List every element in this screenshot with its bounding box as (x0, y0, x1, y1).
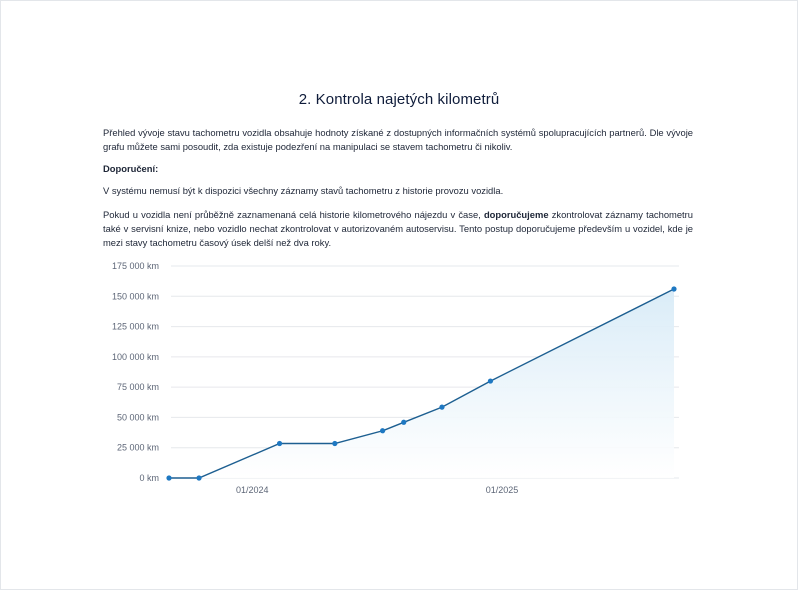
recommendation-heading: Doporučení: (103, 163, 159, 174)
mileage-intro-paragraph: Přehled vývoje stavu tachometru vozidla obsahuje hodnoty získané z dostupných informačních systémů spolupracujících partnerů. Dle vývoje grafu můžete sami posoudit, zda existuje podezření na manipulaci se stavem tachometru či nikoliv. (103, 127, 693, 152)
x-tick-label: 01/2025 (485, 485, 519, 495)
data-point (380, 428, 385, 433)
recommendation-emphasis: doporučujeme (483, 209, 549, 220)
recommendation-text-end: zkontrolovat záznamy tachometru také v servisní knize, nebo vozidlo nechat zkontrolovat v autorizovaném autoservisu. Tento postup doporučujeme především u vozidel, kde je mezi stavy tachometru časový úsek delší než dva roky. (103, 209, 693, 248)
data-point (166, 475, 171, 480)
records-notice-paragraph: V systému nemusí být k dispozici všechny záznamy stavů tachometru z historie provozu vozidla. (103, 185, 504, 196)
mileage-chart (1, 1, 799, 591)
x-tick-label: 01/2024 (235, 485, 269, 495)
recommendation-text-start: Pokud u vozidla není průběžně zaznamenaná celá historie kilometrového nájezdu v čase, (103, 209, 484, 220)
y-tick-label: 100 000 km (111, 351, 159, 362)
x-axis (236, 485, 518, 495)
data-point (277, 441, 282, 446)
y-tick-label: 0 km (139, 473, 159, 483)
y-tick-label: 75 000 km (116, 382, 159, 393)
data-point (488, 378, 493, 383)
y-tick-label: 25 000 km (116, 442, 159, 453)
y-tick-label: 125 000 km (111, 321, 159, 332)
data-point (671, 286, 676, 291)
mileage-area (169, 289, 674, 478)
y-tick-label: 175 000 km (111, 261, 159, 271)
data-point (332, 441, 337, 446)
data-point (196, 475, 201, 480)
y-tick-label: 50 000 km (116, 412, 159, 423)
data-point (439, 405, 444, 410)
y-tick-label: 150 000 km (111, 291, 159, 302)
section-title: 2. Kontrola najetých kilometrů (298, 91, 500, 108)
data-point (401, 420, 406, 425)
y-axis (112, 261, 159, 483)
